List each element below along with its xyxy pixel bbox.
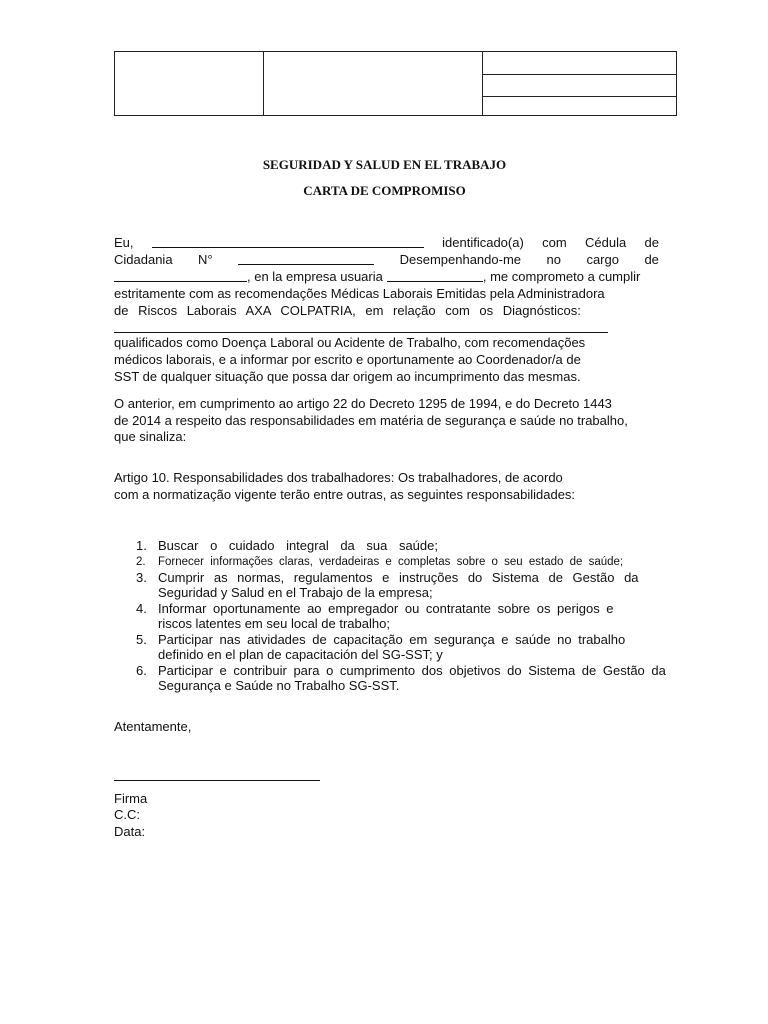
list-text: Participar e contribuir para o cumprimento dos objetivos do Sistema de Gestão da xyxy=(158,663,666,678)
list-number: 4. xyxy=(136,601,147,616)
list-item xyxy=(136,570,639,586)
header-info-row xyxy=(483,52,676,75)
text-segment: cargo xyxy=(586,252,619,267)
list-number: 5. xyxy=(136,632,147,647)
text-segment: , me comprometo a cumplir xyxy=(482,269,641,284)
text-segment: com xyxy=(542,235,567,250)
paragraph-line: Artigo 10. Responsabilidades dos trabalhadores: Os trabalhadores, de acordo xyxy=(114,470,563,485)
list-item-continued: riscos latentes em seu local de trabalho; xyxy=(158,616,390,631)
header-table xyxy=(114,51,677,116)
document-subtitle: CARTA DE COMPROMISO xyxy=(303,183,466,198)
header-title-cell xyxy=(264,52,483,115)
id-number-blank xyxy=(238,252,374,265)
text-segment: de xyxy=(644,252,659,267)
list-number: 6. xyxy=(136,663,147,678)
list-item-continued: Segurança e Saúde no Trabalho SG-SST. xyxy=(158,678,400,693)
paragraph-line xyxy=(114,235,659,251)
list-item xyxy=(136,632,625,648)
header-info-row xyxy=(483,75,676,97)
paragraph-line: estritamente com as recomendações Médicas Laborais Emitidas pela Administradora xyxy=(114,286,605,301)
text-segment: N° xyxy=(198,252,213,267)
text-segment: Cidadania xyxy=(114,252,173,267)
text-segment: Eu, xyxy=(114,235,134,250)
header-info-row xyxy=(483,97,676,115)
list-number: 2. xyxy=(136,556,146,568)
paragraph-line: de 2014 a respeito das responsabilidades em matéria de segurança e saúde no trabalho, xyxy=(114,413,628,428)
paragraph-line xyxy=(114,252,659,268)
list-text: Fornecer informações claras, verdadeiras e completas sobre o seu estado de saúde; xyxy=(158,556,624,568)
paragraph-line: qualificados como Doença Laboral ou Acidente de Trabalho, com recomendações xyxy=(114,335,586,350)
position-blank xyxy=(114,269,247,282)
list-item-continued: definido en el plan de capacitación del SG-SST; y xyxy=(158,647,443,662)
header-info-cell xyxy=(483,52,676,115)
list-text: Participar nas atividades de capacitação em segurança e saúde no trabalho xyxy=(158,632,626,647)
diagnosis-blank xyxy=(114,320,608,333)
list-number: 3. xyxy=(136,570,147,585)
closing-text: Atentamente, xyxy=(114,719,192,734)
text-segment: Cédula xyxy=(584,235,627,250)
list-text: Cumprir as normas, regulamentos e instruções do Sistema de Gestão da xyxy=(158,570,639,585)
text-segment: no xyxy=(546,252,561,267)
paragraph-line: médicos laborais, e a informar por escrito e oportunamente ao Coordenador/a de xyxy=(114,352,581,367)
paragraph-line: O anterior, em cumprimento ao artigo 22 do Decreto 1295 de 1994, e do Decreto 1443 xyxy=(114,396,612,411)
text-segment: de Riscos Laborais AXA COLPATRIA, em relação com os Diagnósticos: xyxy=(114,303,581,318)
text-segment: de xyxy=(644,235,659,250)
name-blank xyxy=(152,235,424,248)
list-item-continued: Seguridad y Salud en el Trabajo de la empresa; xyxy=(158,585,433,600)
list-item xyxy=(136,538,438,554)
list-item xyxy=(136,554,623,570)
paragraph-line: que sinaliza: xyxy=(114,429,187,444)
signature-line xyxy=(114,780,320,781)
list-item xyxy=(136,601,614,617)
text-segment: identificado(a) xyxy=(442,235,524,250)
paragraph-line: com a normatização vigente terão entre outras, as seguintes responsabilidades: xyxy=(114,487,576,502)
paragraph-line xyxy=(114,269,659,285)
header-logo-cell xyxy=(115,52,264,115)
text-segment: , en la empresa usuaria xyxy=(247,269,383,284)
signature-label: Firma xyxy=(114,791,148,806)
company-blank xyxy=(387,269,483,282)
list-number: 1. xyxy=(136,538,147,553)
date-label: Data: xyxy=(114,824,146,839)
text-segment: Desempenhando-me xyxy=(399,252,521,267)
paragraph-line xyxy=(114,303,659,319)
list-text: Buscar o cuidado integral da sua saúde; xyxy=(158,538,438,553)
id-label: C.C: xyxy=(114,807,140,822)
paragraph-line: SST de qualquer situação que possa dar origem ao incumprimento das mesmas. xyxy=(114,369,581,384)
list-item xyxy=(136,663,666,679)
list-text: Informar oportunamente ao empregador ou contratante sobre os perigos e xyxy=(158,601,614,616)
document-title: SEGURIDAD Y SALUD EN EL TRABAJO xyxy=(262,157,507,172)
